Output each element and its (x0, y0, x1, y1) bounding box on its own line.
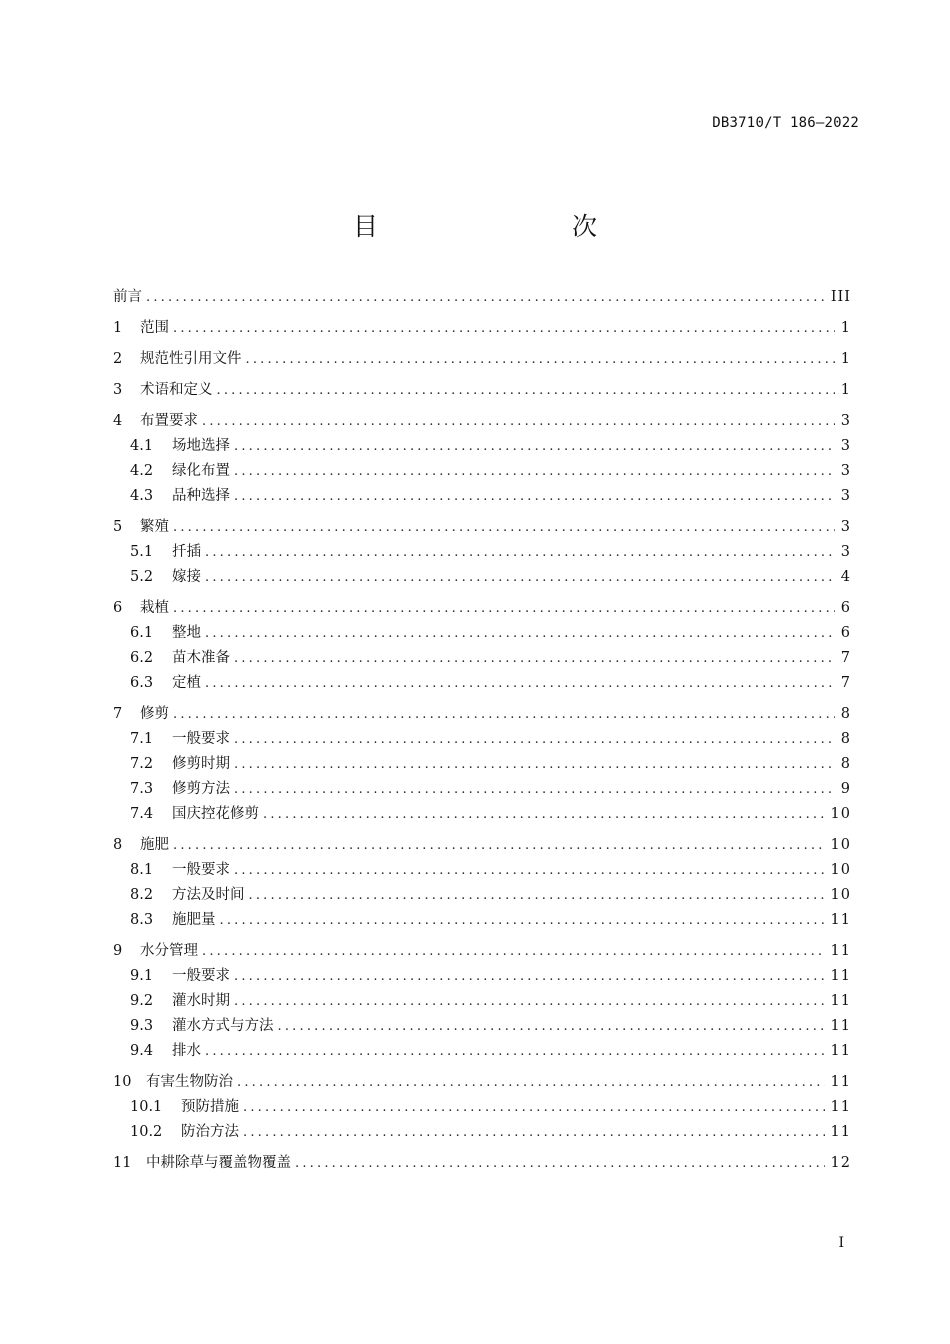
toc-subentry[interactable] (113, 1120, 851, 1145)
page-title: 目 次 (352, 212, 645, 241)
dot-leader (234, 484, 835, 509)
toc-entry-number: 7.2 (130, 756, 154, 772)
toc-subentry[interactable] (113, 484, 851, 509)
toc-entry-label: 规范性引用文件 (140, 351, 242, 367)
toc-entry-number: 7.3 (130, 781, 154, 797)
dot-leader (246, 347, 835, 372)
toc-entry-label: 布置要求 (140, 413, 198, 429)
toc-subentry[interactable] (113, 858, 851, 883)
toc-entry-number: 3 (113, 382, 123, 398)
toc-entry-label: 术语和定义 (140, 382, 213, 398)
toc-entry-number: 10 (113, 1074, 132, 1090)
toc-entry-label: 繁殖 (140, 519, 169, 535)
toc-subentry[interactable] (113, 777, 851, 802)
toc-entry[interactable] (113, 702, 851, 727)
toc-entry-label: 施肥量 (172, 912, 216, 928)
toc-entry[interactable] (113, 1070, 851, 1095)
dot-leader (205, 540, 835, 565)
toc-subentry[interactable] (113, 671, 851, 696)
dot-leader (173, 833, 825, 858)
toc-entry[interactable] (113, 347, 851, 372)
toc-entry-page: 11 (830, 1124, 851, 1140)
dot-leader (205, 621, 835, 646)
dot-leader (205, 565, 835, 590)
toc-entry-page: 3 (840, 544, 851, 560)
toc-entry[interactable] (113, 316, 851, 341)
toc-entry-label: 中耕除草与覆盖物覆盖 (146, 1155, 291, 1171)
toc-entry-label: 预防措施 (181, 1099, 239, 1115)
toc-subentry[interactable] (113, 434, 851, 459)
toc-subentry[interactable] (113, 565, 851, 590)
toc-entry-label: 一般要求 (172, 968, 230, 984)
dot-leader (202, 409, 835, 434)
toc-entry-label: 灌水方式与方法 (172, 1018, 274, 1034)
toc-entry-page: 11 (830, 1043, 851, 1059)
dot-leader (220, 908, 825, 933)
toc-entry-label: 扦插 (172, 544, 201, 560)
table-of-contents (113, 285, 851, 1176)
toc-entry-number: 4.3 (130, 488, 154, 504)
toc-entry-page: 7 (840, 650, 851, 666)
toc-entry-number: 9.4 (130, 1043, 154, 1059)
toc-entry-label: 前言 (113, 289, 142, 305)
dot-leader (237, 1070, 825, 1095)
toc-entry-number: 4.1 (130, 438, 154, 454)
toc-entry-label: 水分管理 (140, 943, 198, 959)
dot-leader (249, 883, 825, 908)
toc-entry-page: 11 (830, 1099, 851, 1115)
toc-entry-number: 8.3 (130, 912, 154, 928)
toc-subentry[interactable] (113, 1039, 851, 1064)
toc-entry-label: 方法及时间 (172, 887, 245, 903)
toc-entry-page: 11 (830, 993, 851, 1009)
dot-leader (205, 1039, 825, 1064)
toc-entry-number: 6.1 (130, 625, 154, 641)
dot-leader (234, 777, 835, 802)
toc-entry-page: 10 (830, 806, 851, 822)
dot-leader (234, 989, 825, 1014)
toc-entry-page: 11 (830, 943, 851, 959)
dot-leader (234, 752, 835, 777)
toc-entry-page: 11 (830, 968, 851, 984)
toc-entry[interactable] (113, 409, 851, 434)
toc-entry[interactable] (113, 378, 851, 403)
dot-leader (173, 596, 835, 621)
toc-entry-label: 国庆控花修剪 (172, 806, 259, 822)
toc-entry-page: 1 (840, 320, 851, 336)
toc-entry[interactable] (113, 939, 851, 964)
toc-entry[interactable] (113, 596, 851, 621)
toc-entry-page: III (830, 289, 851, 305)
toc-entry-number: 6.2 (130, 650, 154, 666)
toc-subentry[interactable] (113, 883, 851, 908)
dot-leader (234, 434, 835, 459)
toc-entry-label: 范围 (140, 320, 169, 336)
dot-leader (234, 459, 835, 484)
dot-leader (263, 802, 825, 827)
toc-entry-label: 修剪 (140, 706, 169, 722)
toc-entry-label: 嫁接 (172, 569, 201, 585)
toc-entry-page: 3 (840, 488, 851, 504)
toc-entry-number: 9.1 (130, 968, 154, 984)
toc-entry-label: 修剪时期 (172, 756, 230, 772)
dot-leader (243, 1095, 825, 1120)
toc-entry-number: 7.4 (130, 806, 154, 822)
dot-leader (243, 1120, 825, 1145)
toc-entry-page: 3 (840, 413, 851, 429)
toc-entry-label: 场地选择 (172, 438, 230, 454)
toc-entry-label: 一般要求 (172, 731, 230, 747)
toc-subentry[interactable] (113, 908, 851, 933)
toc-subentry[interactable] (113, 459, 851, 484)
toc-entry-number: 5.1 (130, 544, 154, 560)
toc-entry-page: 1 (840, 382, 851, 398)
dot-leader (234, 964, 825, 989)
toc-subentry[interactable] (113, 540, 851, 565)
document-code: DB3710/T 186—2022 (712, 115, 859, 131)
toc-entry-number: 4 (113, 413, 123, 429)
dot-leader (217, 378, 835, 403)
toc-entry-page: 11 (830, 1074, 851, 1090)
toc-entry-label: 一般要求 (172, 862, 230, 878)
toc-entry[interactable] (113, 285, 851, 310)
toc-entry-number: 7 (113, 706, 123, 722)
toc-subentry[interactable] (113, 646, 851, 671)
toc-subentry[interactable] (113, 1095, 851, 1120)
toc-entry-number: 11 (113, 1155, 132, 1171)
toc-entry-label: 栽植 (140, 600, 169, 616)
toc-entry-label: 苗木准备 (172, 650, 230, 666)
toc-entry-number: 5 (113, 519, 123, 535)
toc-entry[interactable] (113, 833, 851, 858)
page-number: I (838, 1235, 844, 1251)
dot-leader (278, 1014, 825, 1039)
dot-leader (234, 858, 825, 883)
dot-leader (173, 515, 835, 540)
toc-entry-page: 3 (840, 438, 851, 454)
toc-entry-label: 品种选择 (172, 488, 230, 504)
toc-entry-number: 8 (113, 837, 123, 853)
dot-leader (173, 316, 835, 341)
toc-entry-number: 9.3 (130, 1018, 154, 1034)
toc-entry-page: 10 (830, 862, 851, 878)
toc-entry-page: 6 (840, 625, 851, 641)
toc-entry-label: 排水 (172, 1043, 201, 1059)
toc-entry[interactable] (113, 1151, 851, 1176)
toc-entry-page: 3 (840, 463, 851, 479)
toc-entry-page: 11 (830, 912, 851, 928)
toc-entry-number: 8.1 (130, 862, 154, 878)
toc-entry-number: 6.3 (130, 675, 154, 691)
toc-subentry[interactable] (113, 802, 851, 827)
toc-subentry[interactable] (113, 621, 851, 646)
toc-entry-page: 6 (840, 600, 851, 616)
toc-entry-label: 灌水时期 (172, 993, 230, 1009)
toc-entry-page: 11 (830, 1018, 851, 1034)
toc-entry-page: 10 (830, 887, 851, 903)
toc-entry-page: 1 (840, 351, 851, 367)
toc-entry-number: 2 (113, 351, 123, 367)
toc-entry-number: 8.2 (130, 887, 154, 903)
toc-entry-page: 8 (840, 731, 851, 747)
dot-leader (202, 939, 825, 964)
toc-entry-label: 定植 (172, 675, 201, 691)
toc-entry-number: 9.2 (130, 993, 154, 1009)
toc-entry-number: 4.2 (130, 463, 154, 479)
toc-entry-page: 10 (830, 837, 851, 853)
toc-entry[interactable] (113, 515, 851, 540)
toc-entry-label: 绿化布置 (172, 463, 230, 479)
toc-entry-number: 5.2 (130, 569, 154, 585)
dot-leader (234, 727, 835, 752)
toc-entry-label: 整地 (172, 625, 201, 641)
toc-entry-label: 防治方法 (181, 1124, 239, 1140)
toc-entry-page: 7 (840, 675, 851, 691)
toc-entry-page: 8 (840, 706, 851, 722)
toc-entry-number: 10.2 (130, 1124, 163, 1140)
toc-entry-page: 12 (830, 1155, 851, 1171)
dot-leader (295, 1151, 825, 1176)
toc-entry-page: 3 (840, 519, 851, 535)
toc-entry-page: 8 (840, 756, 851, 772)
dot-leader (146, 285, 825, 310)
toc-entry-page: 4 (840, 569, 851, 585)
dot-leader (234, 646, 835, 671)
toc-entry-number: 6 (113, 600, 123, 616)
dot-leader (205, 671, 835, 696)
toc-entry-page: 9 (840, 781, 851, 797)
toc-subentry[interactable] (113, 752, 851, 777)
toc-subentry[interactable] (113, 964, 851, 989)
toc-entry-number: 7.1 (130, 731, 154, 747)
toc-subentry[interactable] (113, 1014, 851, 1039)
toc-subentry[interactable] (113, 989, 851, 1014)
toc-entry-label: 修剪方法 (172, 781, 230, 797)
toc-entry-label: 有害生物防治 (146, 1074, 233, 1090)
dot-leader (173, 702, 835, 727)
toc-entry-label: 施肥 (140, 837, 169, 853)
toc-entry-number: 9 (113, 943, 123, 959)
toc-subentry[interactable] (113, 727, 851, 752)
toc-entry-number: 1 (113, 320, 123, 336)
toc-entry-number: 10.1 (130, 1099, 163, 1115)
